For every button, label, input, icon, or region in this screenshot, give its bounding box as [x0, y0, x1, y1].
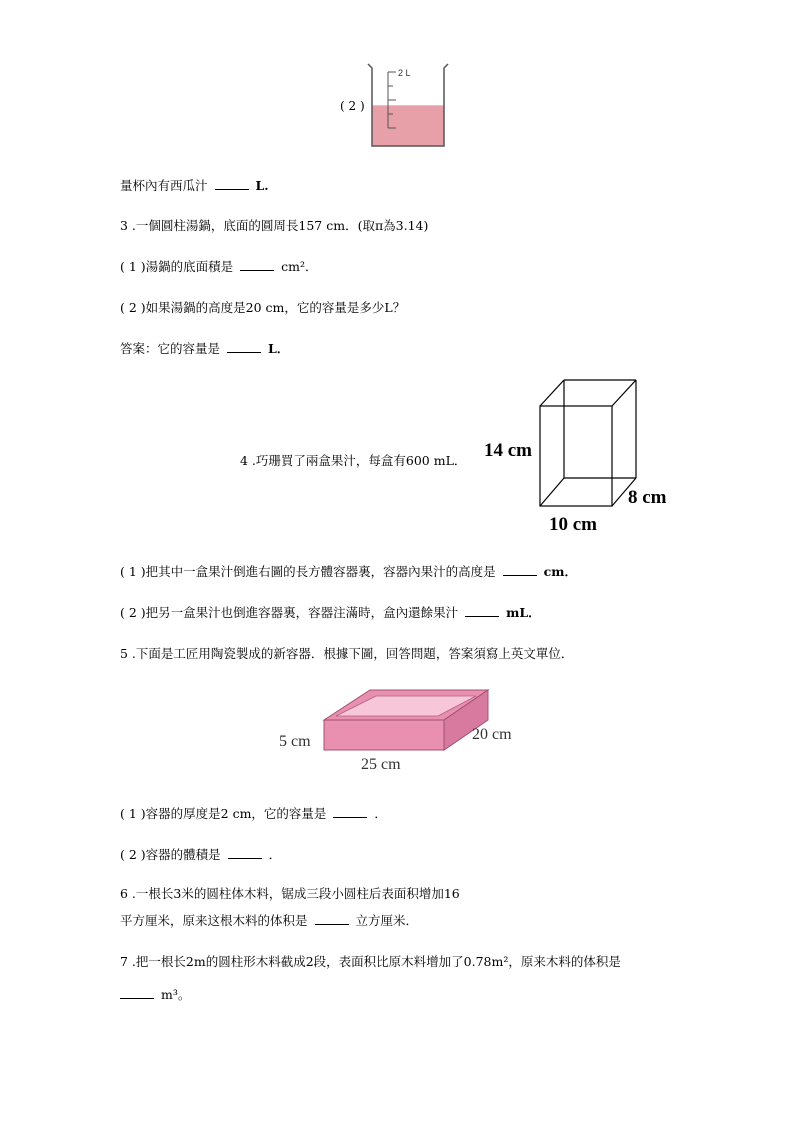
answer-blank[interactable]: [227, 342, 261, 353]
q5-part1-unit: ．: [374, 806, 387, 821]
q3-stem: 3 .一個圓柱湯鍋，底面的圓周長157 cm．(取π為3.14): [120, 218, 429, 233]
q6-line2-text: 平方厘米，原来这根木料的体积是: [120, 913, 308, 928]
q4-part2-text: ( 2 )把另一盒果汁也倒進容器裏，容器注滿時，盒內還餘果汁: [120, 605, 459, 620]
q4-part1-unit: cm．: [543, 564, 577, 579]
beaker-capacity-label: 2 L: [398, 68, 411, 78]
q5-part2: [120, 845, 281, 863]
q4-stem: 4 .巧珊買了兩盒果汁，每盒有600 mL．: [240, 453, 467, 468]
q3-part2: ( 2 )如果湯鍋的高度是20 cm，它的容量是多少L？: [120, 300, 406, 315]
answer-blank[interactable]: [315, 914, 349, 925]
q7-line1: 7 .把一根长2m的圆柱形木料截成2段，表面积比原木料增加了0.78m²，原来木料的体积是: [120, 954, 621, 969]
q4-box-figure: [536, 376, 640, 512]
answer-blank[interactable]: [333, 807, 367, 818]
q6-line2-unit: 立方厘米．: [355, 913, 418, 928]
q3-answer: [120, 339, 289, 357]
q4-height-label: 14 cm: [484, 440, 533, 461]
q5-part2-unit: ．: [268, 847, 282, 862]
q5-part1: [120, 804, 387, 822]
q7-line2: [120, 985, 190, 1003]
q5-part2-text: ( 2 )容器的體積是: [120, 847, 221, 862]
q5-length-label: 25 cm: [361, 756, 401, 773]
q2-tail-line: [120, 176, 269, 194]
q5-stem: 5 .下面是工匠用陶瓷製成的新容器．根據下圖，回答問題，答案須寫上英文單位．: [120, 646, 574, 661]
q4-width-label: 10 cm: [549, 514, 598, 535]
q3-answer-unit: L．: [267, 341, 290, 356]
answer-blank[interactable]: [215, 179, 249, 190]
answer-blank[interactable]: [503, 565, 537, 576]
q2-tail-text: 量杯內有西瓜汁: [120, 178, 208, 193]
q4-part2-unit: mL．: [506, 605, 541, 620]
answer-blank[interactable]: [228, 848, 262, 859]
q5-part1-text: ( 1 )容器的厚度是2 cm，它的容量是: [120, 806, 327, 821]
q3-answer-text: 答案：它的容量是: [120, 341, 221, 356]
answer-blank[interactable]: [120, 988, 154, 999]
answer-blank[interactable]: [465, 606, 499, 617]
q5-height-label: 5 cm: [279, 733, 311, 750]
q3-part1: [120, 257, 318, 275]
q4-part1-text: ( 1 )把其中一盒果汁倒進右圖的長方體容器裏，容器內果汁的高度是: [120, 564, 496, 579]
q3-part1-unit: cm²．: [281, 259, 318, 274]
q7-line2-unit: m³。: [160, 987, 191, 1002]
q5-tray-figure: [320, 686, 492, 758]
q3-part1-text: ( 1 )湯鍋的底面積是: [120, 259, 234, 274]
answer-blank[interactable]: [240, 260, 274, 271]
tray-front-face: [324, 720, 444, 750]
beaker-figure: [364, 60, 454, 152]
beaker-number-label: ( 2 ): [340, 99, 365, 113]
q4-part2: [120, 603, 541, 621]
q4-part1: [120, 562, 577, 580]
beaker-liquid: [372, 105, 444, 146]
q2-tail-unit: L.: [255, 178, 269, 193]
q6-line2: [120, 911, 418, 929]
q4-depth-label: 8 cm: [628, 487, 667, 508]
q5-depth-label: 20 cm: [472, 726, 512, 743]
q6-line1: 6 .一根长3米的圆柱体木料，锯成三段小圆柱后表面积增加16: [120, 886, 460, 901]
